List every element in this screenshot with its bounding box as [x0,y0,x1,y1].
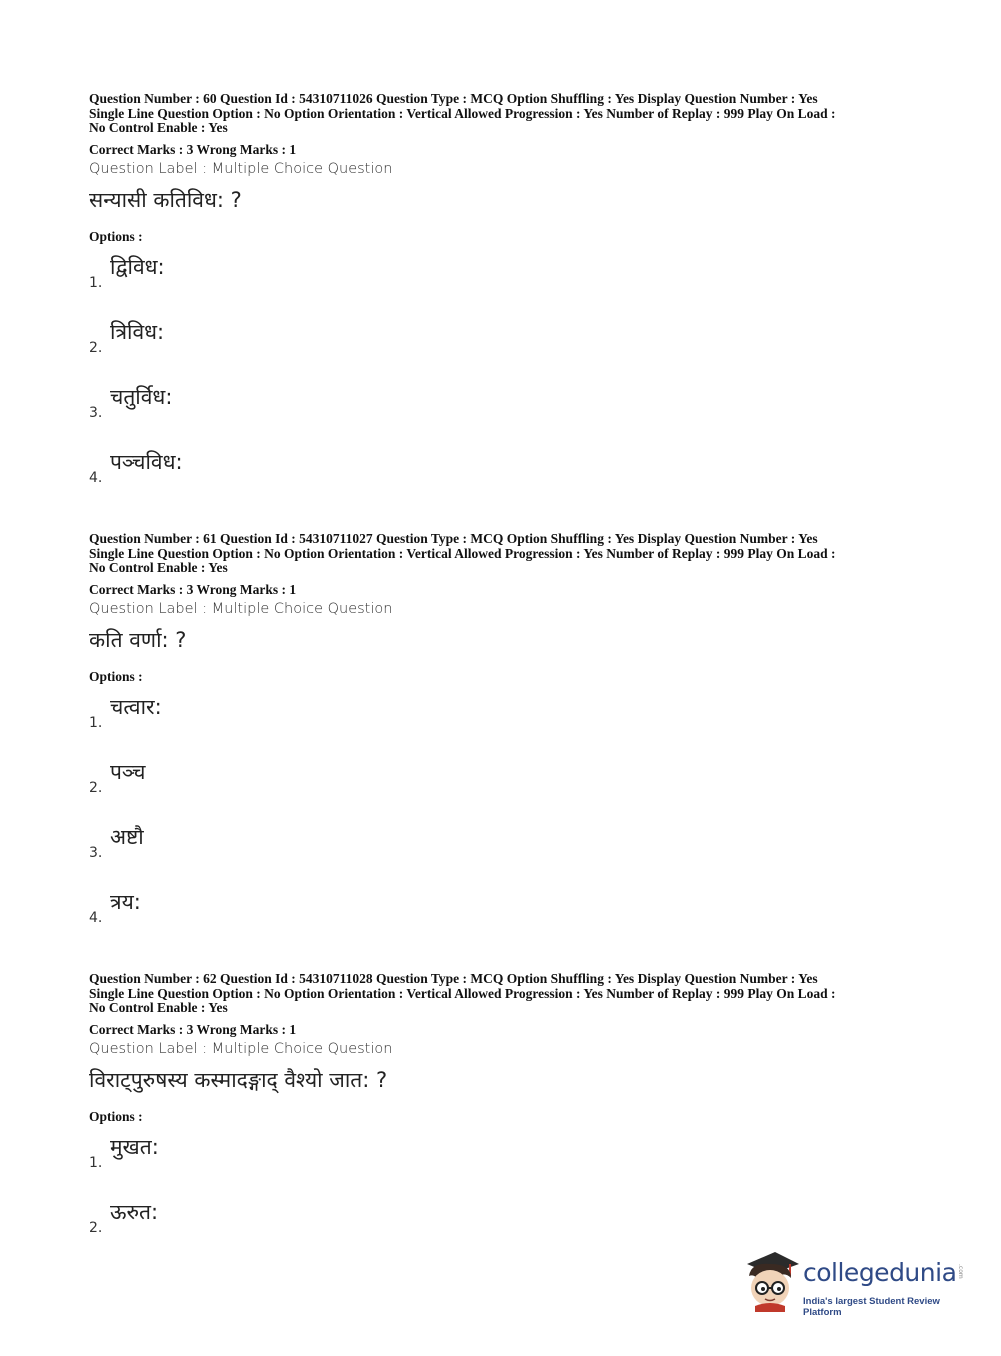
option-number: 4. [89,469,103,486]
option-text: चत्वार: [110,694,162,719]
option-item[interactable] [89,448,919,513]
options-list [89,1133,919,1263]
option-text: त्रय: [110,889,141,914]
option-item[interactable] [89,888,919,953]
option-item[interactable] [89,253,919,318]
option-number: 1. [89,1154,103,1171]
question-text: कति वर्णा: ? [89,627,187,652]
option-number: 1. [89,714,103,731]
question-text: विराट्पुरुषस्य कस्मादङ्गाद् वैश्यो जात: ? [89,1067,388,1092]
option-text: द्विविध: [110,254,165,279]
option-item[interactable] [89,693,919,758]
option-text: पञ्च [110,759,146,784]
question-meta-line: No Control Enable : Yes [89,560,228,575]
question-label: Question Label : Multiple Choice Question [89,1040,393,1057]
option-text: मुखत: [110,1134,159,1159]
question-text: सन्यासी कतिविध: ? [89,187,242,212]
question-label: Question Label : Multiple Choice Question [89,160,393,177]
question-meta-line: Single Line Question Option : No Option Orientation : Vertical Allowed Progression : Yes Number of Replay : 999 Play On Load : [89,985,836,1001]
option-number: 1. [89,274,103,291]
options-list [89,693,919,953]
question-62 [89,972,919,1263]
option-text: अष्टौ [110,824,144,849]
question-meta-line: Question Number : 62 Question Id : 54310711028 Question Type : MCQ Option Shuffling : Yes Display Question Number : Yes [89,971,818,986]
question-meta-line: Question Number : 61 Question Id : 54310711027 Question Type : MCQ Option Shuffling : Yes Display Question Number : Yes [89,531,818,546]
option-text: पञ्चविध: [110,449,183,474]
question-marks: Correct Marks : 3 Wrong Marks : 1 [89,141,297,157]
options-heading: Options : [89,668,143,684]
brand-tagline: India's largest Student Review Platform [803,1296,940,1318]
option-item[interactable] [89,318,919,383]
options-heading: Options : [89,1108,143,1124]
option-text: चतुर्विध: [110,384,173,409]
question-marks: Correct Marks : 3 Wrong Marks : 1 [89,581,297,597]
question-meta-line: Single Line Question Option : No Option Orientation : Vertical Allowed Progression : Yes Number of Replay : 999 Play On Load : [89,545,836,561]
option-number: 2. [89,779,103,796]
option-item[interactable] [89,1133,919,1198]
question-label: Question Label : Multiple Choice Question [89,600,393,617]
question-meta-line: Single Line Question Option : No Option Orientation : Vertical Allowed Progression : Yes Number of Replay : 999 Play On Load : [89,105,836,121]
option-text: त्रिविध: [110,319,165,344]
option-number: 2. [89,1219,103,1236]
option-number: 4. [89,909,103,926]
option-item[interactable] [89,383,919,448]
collegedunia-logo[interactable] [741,1250,973,1316]
question-meta-line: No Control Enable : Yes [89,1000,228,1015]
option-item[interactable] [89,823,919,888]
option-item[interactable] [89,758,919,823]
options-list [89,253,919,513]
brand-name: collegedunia [803,1258,957,1287]
brand-domain: .com [957,1264,964,1279]
question-marks: Correct Marks : 3 Wrong Marks : 1 [89,1021,297,1037]
option-number: 3. [89,844,103,861]
question-60 [89,92,919,513]
question-meta-line: Question Number : 60 Question Id : 54310711026 Question Type : MCQ Option Shuffling : Yes Display Question Number : Yes [89,91,818,106]
student-mascot-icon [741,1250,801,1312]
question-61 [89,532,919,953]
option-text: ऊरुत: [110,1199,159,1224]
option-number: 2. [89,339,103,356]
question-meta-line: No Control Enable : Yes [89,120,228,135]
options-heading: Options : [89,228,143,244]
option-number: 3. [89,404,103,421]
